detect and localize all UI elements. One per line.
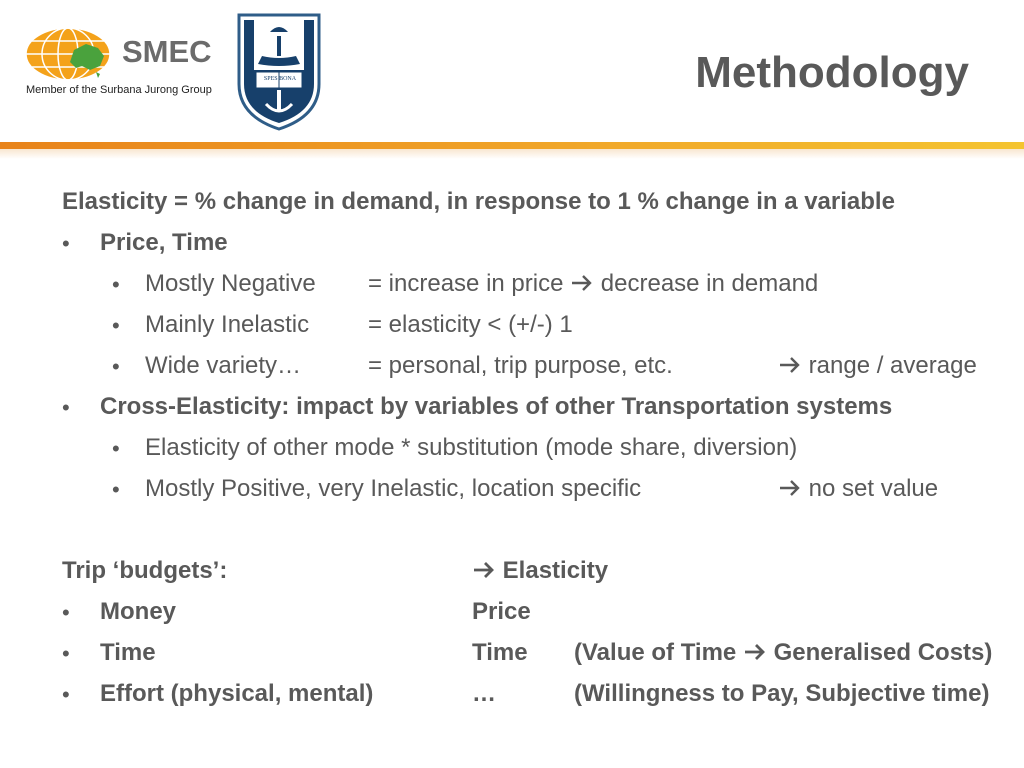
smec-wordmark: SMEC bbox=[122, 34, 212, 69]
bullet-dot: • bbox=[112, 477, 120, 502]
page-title: Methodology bbox=[695, 48, 969, 97]
arrow-right-icon bbox=[778, 478, 802, 498]
bullet-dot: • bbox=[62, 682, 70, 707]
budget-effort: Effort (physical, mental) bbox=[100, 680, 374, 707]
mostly-negative-label: Mostly Negative bbox=[145, 270, 316, 297]
wide-variety-note bbox=[778, 351, 977, 381]
budget-time-elasticity: Time bbox=[472, 639, 528, 666]
wide-variety-note-text: range / average bbox=[808, 352, 977, 379]
mostly-negative-value-pre: = increase in price bbox=[368, 270, 564, 297]
elasticity-definition: Elasticity = % change in demand, in response to 1 % change in a variable bbox=[62, 188, 895, 215]
budget-money-elasticity: Price bbox=[472, 598, 531, 625]
budget-time-note bbox=[574, 638, 992, 668]
budget-effort-elasticity: … bbox=[472, 680, 496, 707]
trip-budgets-heading: Trip ‘budgets’: bbox=[62, 557, 228, 584]
bullet-dot: • bbox=[62, 395, 70, 420]
mostly-positive-text: Mostly Positive, very Inelastic, location specific bbox=[145, 475, 642, 502]
budget-time: Time bbox=[100, 639, 156, 666]
cross-elasticity-detail: Elasticity of other mode * substitution (mode share, diversion) bbox=[145, 434, 798, 461]
budget-money: Money bbox=[100, 598, 177, 625]
smec-tagline: Member of the Surbana Jurong Group bbox=[26, 84, 212, 96]
globe-australia-icon bbox=[24, 26, 120, 86]
mostly-negative-value bbox=[368, 269, 818, 299]
elasticity-column-heading bbox=[472, 556, 608, 586]
bullet-dot: • bbox=[112, 272, 120, 297]
bullet-dot: • bbox=[112, 313, 120, 338]
university-crest-logo bbox=[236, 12, 322, 132]
mainly-inelastic-label: Mainly Inelastic bbox=[145, 311, 310, 338]
bullet-cross-elasticity: Cross-Elasticity: impact by variables of other Transportation systems bbox=[100, 393, 893, 420]
mostly-negative-value-post: decrease in demand bbox=[600, 270, 819, 297]
wide-variety-value: = personal, trip purpose, etc. bbox=[368, 352, 673, 379]
arrow-right-icon bbox=[778, 355, 802, 375]
bullet-dot: • bbox=[62, 641, 70, 666]
bullet-dot: • bbox=[62, 600, 70, 625]
smec-logo bbox=[24, 20, 234, 110]
crest-motto: SPES BONA bbox=[263, 76, 297, 82]
elasticity-column-heading-text: Elasticity bbox=[502, 557, 609, 584]
budget-time-note-post: Generalised Costs) bbox=[773, 639, 993, 666]
bullet-dot: • bbox=[62, 231, 70, 256]
mostly-positive-note-text: no set value bbox=[808, 475, 939, 502]
budget-effort-note: (Willingness to Pay, Subjective time) bbox=[574, 680, 990, 707]
header-divider-shadow bbox=[0, 149, 1024, 159]
arrow-right-icon bbox=[570, 273, 594, 293]
bullet-dot: • bbox=[112, 354, 120, 379]
bullet-dot: • bbox=[112, 436, 120, 461]
mainly-inelastic-value: = elasticity < (+/-) 1 bbox=[368, 311, 573, 338]
arrow-right-icon bbox=[472, 560, 496, 580]
header-divider bbox=[0, 142, 1024, 149]
wide-variety-label: Wide variety… bbox=[145, 352, 302, 379]
arrow-right-icon bbox=[743, 642, 767, 662]
budget-time-note-pre: (Value of Time bbox=[574, 639, 737, 666]
mostly-positive-note bbox=[778, 474, 938, 504]
bullet-price-time: Price, Time bbox=[100, 229, 228, 256]
